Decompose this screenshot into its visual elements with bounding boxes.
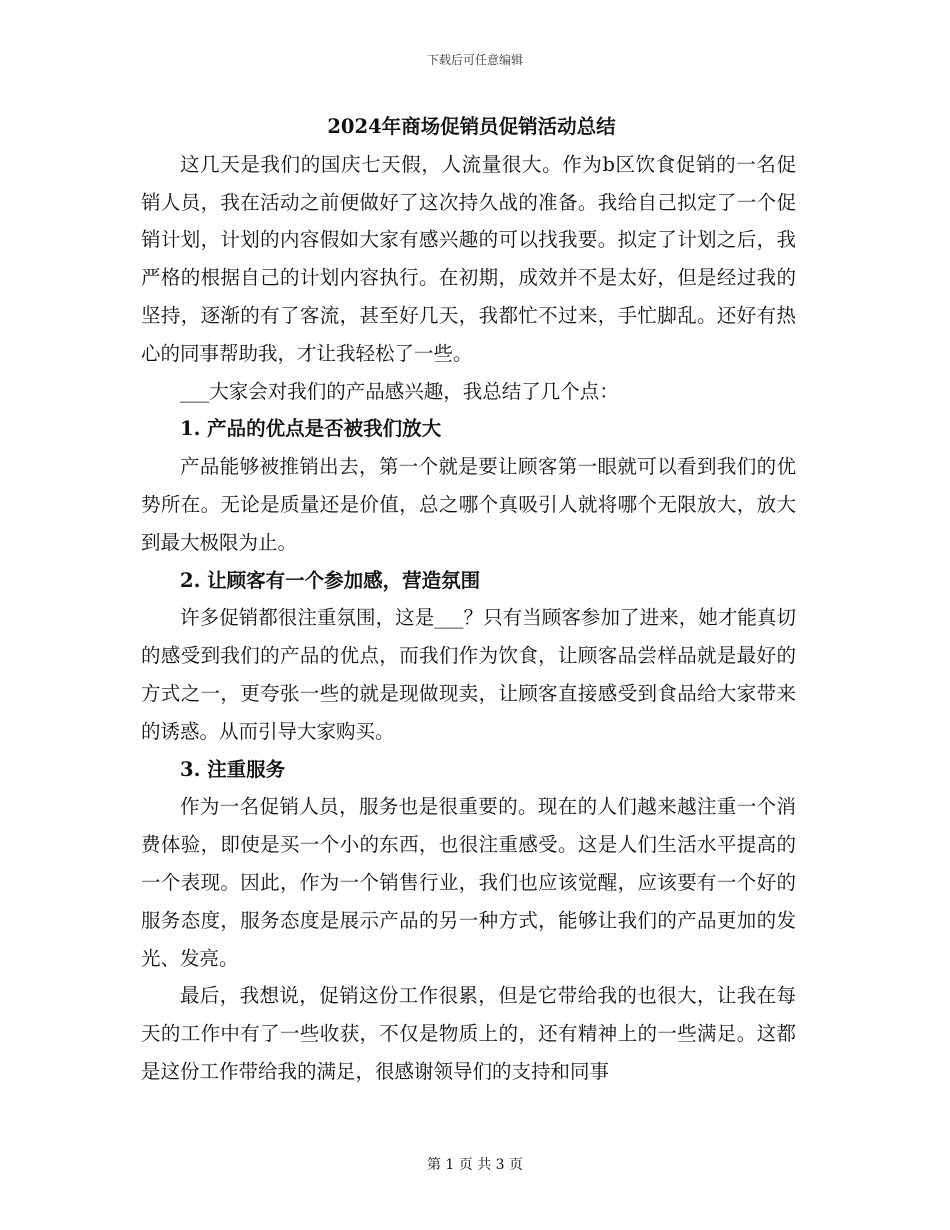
page-number: 第 1 页 共 3 页	[426, 1157, 524, 1173]
page-header-note: 下载后可任意编辑	[426, 53, 523, 67]
section-heading-1: 1. 产品的优点是否被我们放大	[180, 417, 442, 441]
section-heading-3: 3. 注重服务	[180, 757, 286, 781]
paragraph-summary-lead: ___大家会对我们的产品感兴趣，我总结了几个点：	[180, 379, 619, 403]
section-heading-2: 2. 让顾客有一个参加感，营造氛围	[180, 568, 481, 592]
paragraph-closing: 最后，我想说，促销这份工作很累，但是它带给我的也很大，让我在每天的工作中有了一些收获，不仅是物质上的，还有精神上的一些满足。这都是这份工作带给我的满足，很感谢领导们的支持和同事	[141, 984, 796, 1083]
paragraph-section-2: 许多促销都很注重氛围，这是___？只有当顾客参加了进来，她才能真切的感受到我们的产品的优点，而我们作为饮食，让顾客品尝样品就是最好的方式之一，更夸张一些的就是现做现卖，让顾客直接感受到食品给大家带来的诱惑。从而引导大家购买。	[141, 606, 796, 743]
paragraph-section-1: 产品能够被推销出去，第一个就是要让顾客第一眼就可以看到我们的优势所在。无论是质量还是价值，总之哪个真吸引人就将哪个无限放大，放大到最大极限为止。	[141, 455, 796, 554]
document-title: 2024年商场促销员促销活动总结	[327, 115, 616, 138]
paragraph-section-3: 作为一名促销人员，服务也是很重要的。现在的人们越来越注重一个消费体验，即使是买一个小的东西，也很注重感受。这是人们生活水平提高的一个表现。因此，作为一个销售行业，我们也应该觉醒，应该要有一个好的服务态度，服务态度是展示产品的另一种方式，能够让我们的产品更加的发光、发亮。	[141, 795, 796, 970]
document-body	[141, 108, 796, 1091]
paragraph-intro: 这几天是我们的国庆七天假，人流量很大。作为b区饮食促销的一名促销人员，我在活动之前便做好了这次持久战的准备。我给自己拟定了一个促销计划，计划的内容假如大家有感兴趣的可以找我要。拟定了计划之后，我严格的根据自己的计划内容执行。在初期，成效并不是太好，但是经过我的坚持，逐渐的有了客流，甚至好几天，我都忙不过来，手忙脚乱。还好有热心的同事帮助我，才让我轻松了一些。	[141, 152, 796, 365]
